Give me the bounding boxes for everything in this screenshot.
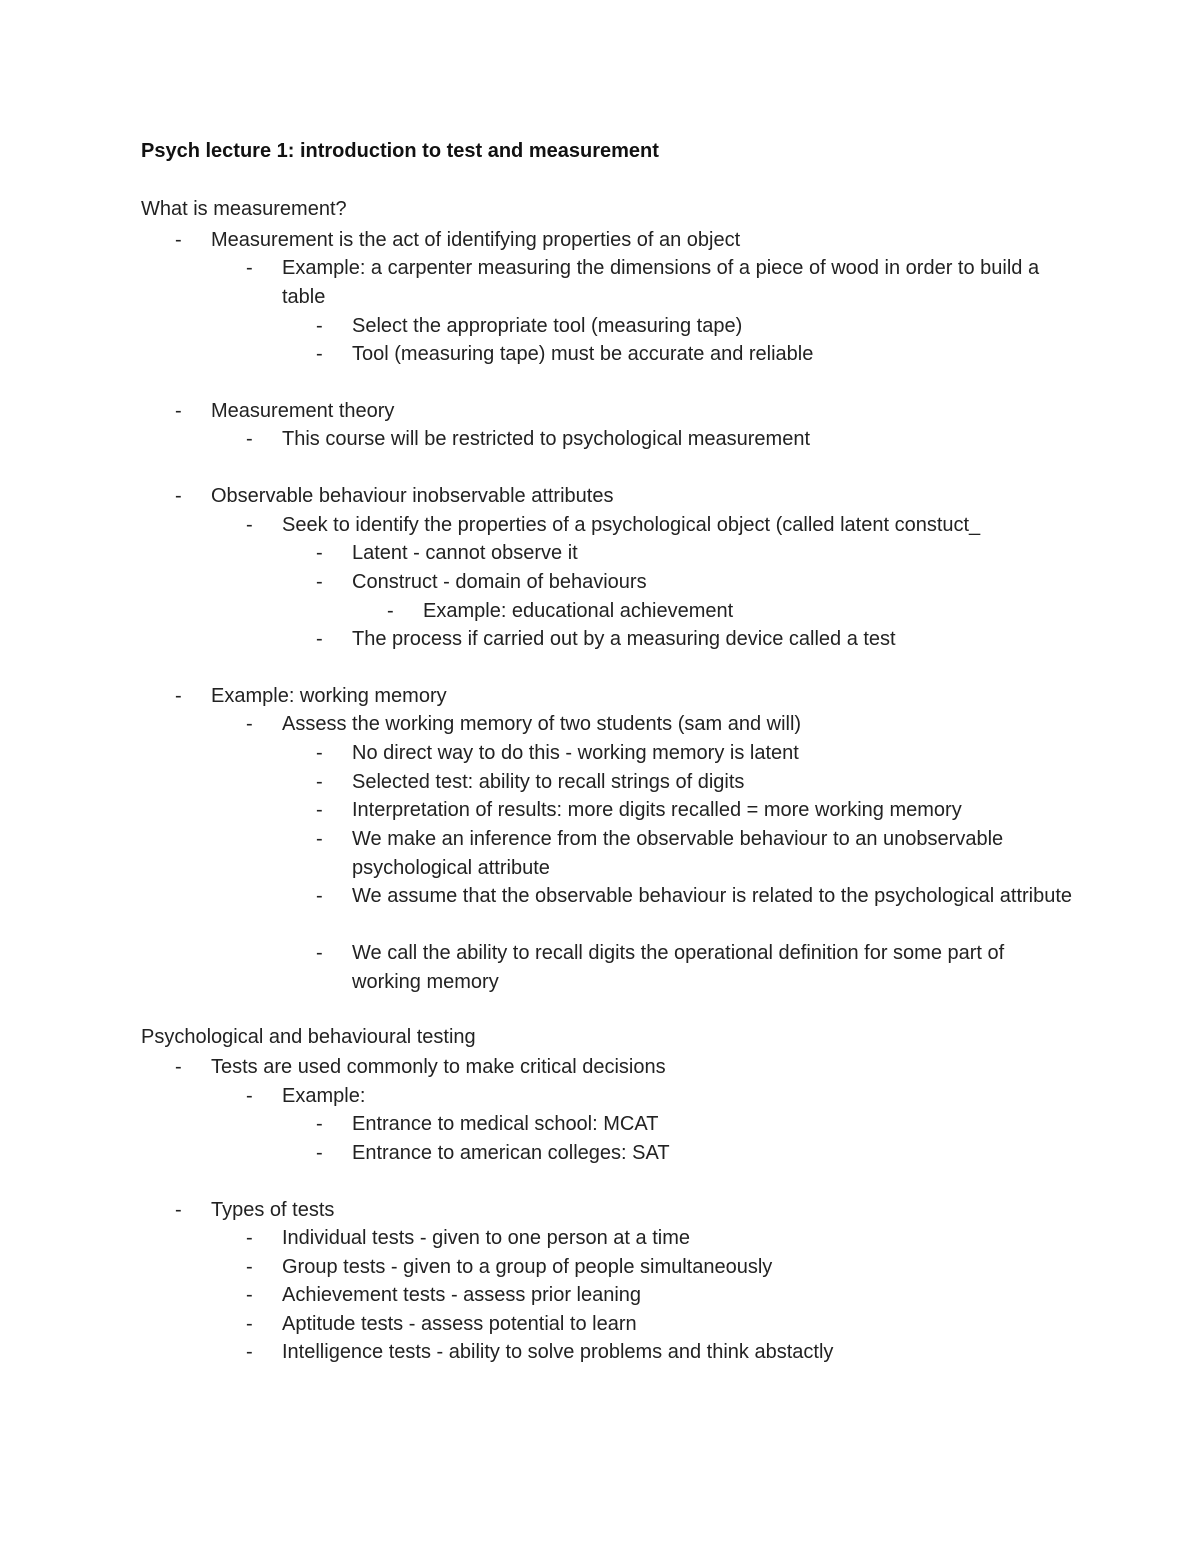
list-item-text: Latent - cannot observe it: [352, 542, 578, 564]
list-item: [246, 511, 1076, 540]
list-item-text: Measurement is the act of identifying properties of an object: [211, 229, 741, 251]
list-item: [316, 1110, 1076, 1139]
bullet-dash: -: [316, 315, 323, 337]
list-item-text: We make an inference from the observable behaviour to an unobservable psychological attribute: [352, 828, 1004, 879]
bullet-dash: -: [316, 628, 323, 650]
bullet-dash: -: [175, 485, 182, 507]
bullet-dash: -: [316, 885, 323, 907]
list-item: [316, 939, 1076, 996]
list-item: [316, 568, 1076, 597]
bullet-dash: -: [316, 542, 323, 564]
list-item: [316, 768, 1076, 797]
bullet-dash: -: [316, 942, 323, 964]
list-item-text: Aptitude tests - assess potential to learn: [282, 1313, 637, 1335]
list-item: [316, 312, 1076, 341]
list-item-text: Observable behaviour inobservable attributes: [211, 485, 614, 507]
bullet-dash: -: [246, 1256, 253, 1278]
bullet-dash: -: [246, 713, 253, 735]
bullet-dash: -: [316, 1113, 323, 1135]
list-item-text: This course will be restricted to psychological measurement: [282, 428, 810, 450]
list-item-text: We call the ability to recall digits the operational definition for some part of working memory: [352, 942, 1005, 993]
list-item: [246, 1338, 1076, 1367]
bullet-dash: -: [246, 1227, 253, 1249]
list-item-text: No direct way to do this - working memory is latent: [352, 742, 799, 764]
list-item: [175, 682, 1075, 711]
bullet-dash: -: [175, 229, 182, 251]
bullet-dash: -: [316, 742, 323, 764]
list-item: [246, 1310, 1076, 1339]
list-item-text: Example: working memory: [211, 685, 447, 707]
list-item: [316, 1139, 1076, 1168]
list-item: [175, 226, 1075, 255]
list-item: [246, 710, 1076, 739]
list-item: [175, 1053, 1075, 1082]
list-item: [246, 1224, 1076, 1253]
list-item-text: Example: a carpenter measuring the dimensions of a piece of wood in order to build a table: [282, 257, 1040, 308]
list-item-text: Interpretation of results: more digits recalled = more working memory: [352, 799, 962, 821]
list-item-text: Group tests - given to a group of people simultaneously: [282, 1256, 773, 1278]
list-item: [175, 1196, 1075, 1225]
list-item: [246, 1253, 1076, 1282]
list-item-text: Construct - domain of behaviours: [352, 571, 647, 593]
bullet-dash: -: [316, 1142, 323, 1164]
list-item: [387, 597, 1077, 626]
list-item: [246, 1082, 1076, 1111]
bullet-dash: -: [246, 514, 253, 536]
list-item-text: Example:: [282, 1085, 366, 1107]
list-item-text: Individual tests - given to one person at a time: [282, 1227, 691, 1249]
bullet-dash: -: [246, 428, 253, 450]
list-item: [316, 539, 1076, 568]
section-heading-measurement: What is measurement?: [141, 198, 347, 220]
list-item: [316, 625, 1076, 654]
list-item: [175, 482, 1075, 511]
list-item-text: Selected test: ability to recall strings of digits: [352, 771, 745, 793]
list-item-text: Entrance to medical school: MCAT: [352, 1113, 659, 1135]
bullet-dash: -: [316, 799, 323, 821]
bullet-dash: -: [316, 771, 323, 793]
list-item-text: Seek to identify the properties of a psychological object (called latent constuct_: [282, 514, 981, 536]
list-item-text: Types of tests: [211, 1199, 335, 1221]
list-item-text: Example: educational achievement: [423, 600, 734, 622]
bullet-dash: -: [175, 400, 182, 422]
bullet-dash: -: [246, 1313, 253, 1335]
list-item-text: Intelligence tests - ability to solve problems and think abstactly: [282, 1341, 834, 1363]
list-item: [246, 425, 1076, 454]
list-item-text: Tool (measuring tape) must be accurate and reliable: [352, 343, 814, 365]
list-item-text: Entrance to american colleges: SAT: [352, 1142, 670, 1164]
list-item: [316, 796, 1076, 825]
list-item: [175, 397, 1075, 426]
list-item: [316, 340, 1076, 369]
list-item-text: Achievement tests - assess prior leaning: [282, 1284, 642, 1306]
list-item-text: Measurement theory: [211, 400, 395, 422]
list-item: [246, 254, 1076, 311]
bullet-dash: -: [175, 685, 182, 707]
document-title: Psych lecture 1: introduction to test and measurement: [141, 140, 659, 162]
list-item-text: We assume that the observable behaviour is related to the psychological attribute: [352, 885, 1073, 907]
bullet-dash: -: [246, 1085, 253, 1107]
list-item-text: Select the appropriate tool (measuring tape): [352, 315, 743, 337]
list-item-text: The process if carried out by a measuring device called a test: [352, 628, 896, 650]
bullet-dash: -: [316, 828, 323, 850]
bullet-dash: -: [246, 1284, 253, 1306]
bullet-dash: -: [387, 600, 394, 622]
bullet-dash: -: [246, 257, 253, 279]
bullet-dash: -: [316, 571, 323, 593]
section-heading-testing: Psychological and behavioural testing: [141, 1026, 476, 1048]
list-item-text: Tests are used commonly to make critical decisions: [211, 1056, 666, 1078]
bullet-dash: -: [246, 1341, 253, 1363]
list-item-text: Assess the working memory of two students (sam and will): [282, 713, 802, 735]
bullet-dash: -: [316, 343, 323, 365]
bullet-dash: -: [175, 1199, 182, 1221]
bullet-dash: -: [175, 1056, 182, 1078]
list-item: [316, 882, 1076, 911]
list-item: [246, 1281, 1076, 1310]
list-item: [316, 825, 1076, 882]
list-item: [316, 739, 1076, 768]
